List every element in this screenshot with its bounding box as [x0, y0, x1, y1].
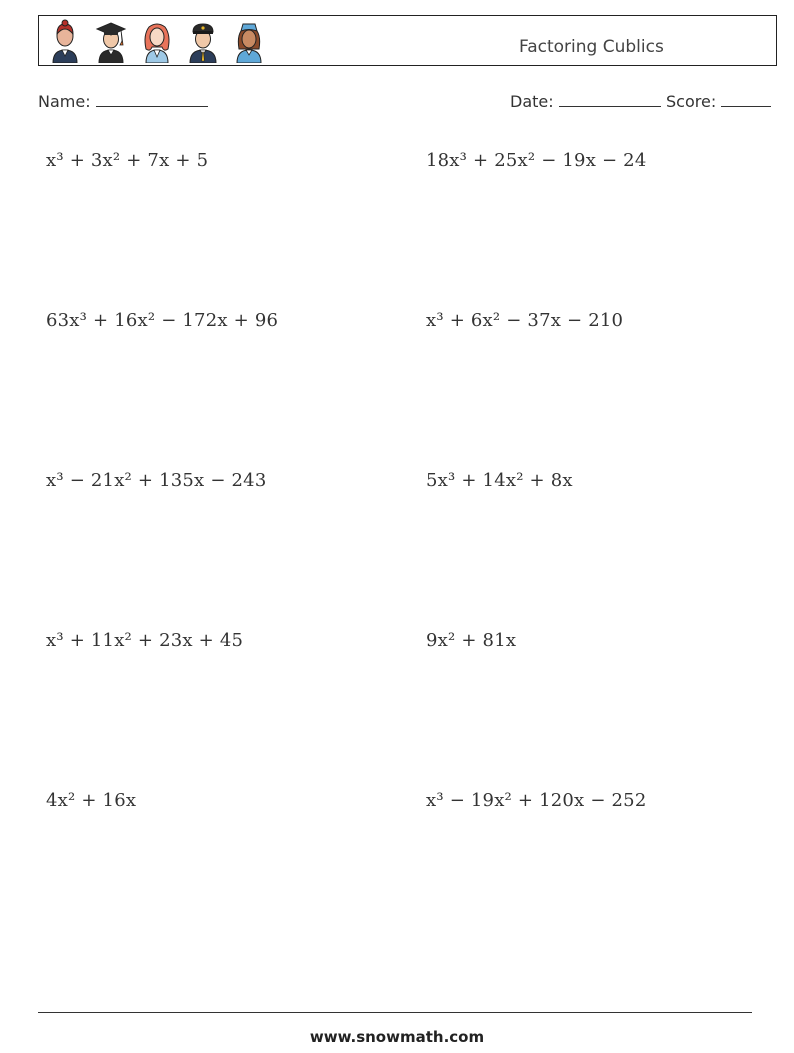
problem-1: x³ + 3x² + 7x + 5: [46, 150, 209, 171]
worksheet-header: [38, 15, 777, 66]
redhead-woman-icon: [137, 19, 177, 63]
score-field[interactable]: [666, 92, 771, 111]
problem-10: x³ − 19x² + 120x − 252: [426, 790, 647, 811]
nurse-icon: [229, 19, 269, 63]
problem-9: 4x² + 16x: [46, 790, 137, 811]
date-label: Date:: [510, 92, 554, 111]
score-blank[interactable]: [721, 92, 771, 107]
problem-8: 9x² + 81x: [426, 630, 517, 651]
avatar-row: [45, 19, 269, 63]
name-label: Name:: [38, 92, 91, 111]
problem-3: 63x³ + 16x² − 172x + 96: [46, 310, 279, 331]
graduate-icon: [91, 19, 131, 63]
worksheet-title: Factoring Cublics: [519, 37, 664, 57]
problem-5: x³ − 21x² + 135x − 243: [46, 470, 267, 491]
pilot-icon: [183, 19, 223, 63]
date-field[interactable]: [510, 92, 661, 111]
problem-7: x³ + 11x² + 23x + 45: [46, 630, 244, 651]
date-blank[interactable]: [559, 92, 661, 107]
name-field[interactable]: [38, 92, 208, 111]
footer-divider: [38, 1012, 752, 1013]
problem-2: 18x³ + 25x² − 19x − 24: [426, 150, 647, 171]
score-label: Score:: [666, 92, 717, 111]
name-blank[interactable]: [96, 92, 208, 107]
woman-icon: [45, 19, 85, 63]
problem-4: x³ + 6x² − 37x − 210: [426, 310, 624, 331]
problem-6: 5x³ + 14x² + 8x: [426, 470, 573, 491]
footer-url[interactable]: www.snowmath.com: [309, 1028, 485, 1046]
